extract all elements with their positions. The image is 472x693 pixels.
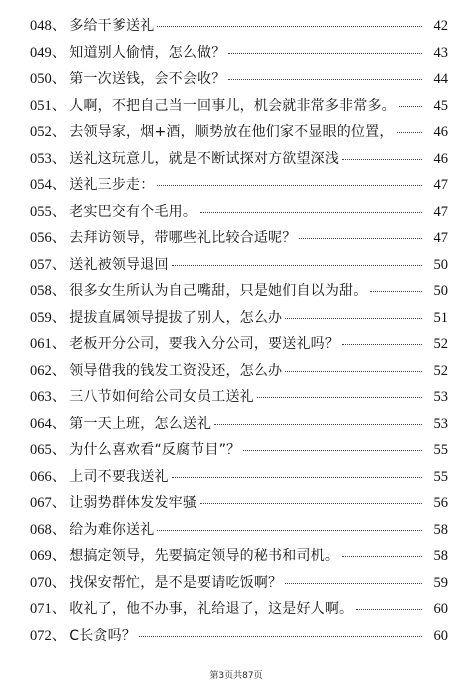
entry-page-number: 42 [433, 18, 448, 34]
toc-entry[interactable] [30, 543, 448, 570]
entry-separator: 、 [51, 256, 67, 273]
entry-number: 049 [30, 44, 52, 61]
dot-leader [157, 530, 422, 531]
dot-leader [342, 344, 422, 345]
entry-separator: 、 [51, 468, 67, 485]
toc-entry[interactable] [30, 93, 448, 120]
entry-separator: 、 [51, 389, 67, 405]
entry-page-number: 46 [433, 150, 448, 167]
entry-page-number: 51 [433, 309, 448, 326]
entry-page-number: 50 [433, 256, 448, 273]
entry-title: 上司不要我送礼 [69, 468, 169, 485]
entry-page-number: 45 [433, 97, 448, 114]
entry-title: 收礼了，他不办事，礼给退了，这是好人啊。 [69, 601, 354, 617]
entry-number: 052 [30, 124, 52, 140]
entry-page-number: 55 [433, 442, 448, 458]
dot-leader [200, 503, 422, 504]
toc-entry[interactable] [30, 13, 448, 40]
entry-separator: 、 [51, 627, 67, 644]
entry-title: 老板开分公司，要我入分公司，要送礼吗？ [69, 336, 340, 352]
entry-page-number: 59 [433, 574, 448, 591]
entry-number: 051 [30, 97, 52, 114]
entry-number: 070 [30, 574, 52, 591]
table-of-contents [30, 13, 448, 649]
entry-separator: 、 [51, 521, 67, 538]
dot-leader [257, 397, 422, 398]
toc-entry[interactable] [30, 40, 448, 67]
entry-title: 为什么喜欢看“反腐节目”？ [69, 442, 241, 458]
entry-page-number: 43 [433, 44, 448, 61]
entry-title: 去领导家，烟+酒，顺势放在他们家不显眼的位置， [69, 124, 394, 140]
entry-number: 072 [30, 627, 52, 644]
toc-entry[interactable] [30, 278, 448, 305]
entry-number: 058 [30, 283, 52, 299]
dot-leader [285, 318, 422, 319]
dot-leader [139, 636, 422, 637]
entry-title: 第一次送钱，会不会收？ [69, 71, 226, 87]
toc-entry[interactable] [30, 490, 448, 517]
toc-entry[interactable] [30, 464, 448, 491]
entry-separator: 、 [51, 230, 67, 246]
entry-separator: 、 [51, 177, 67, 193]
toc-entry[interactable] [30, 623, 448, 650]
toc-entry[interactable] [30, 146, 448, 173]
entry-page-number: 50 [433, 283, 448, 299]
dot-leader [172, 265, 422, 266]
entry-title: 领导借我的钱发工资没还，怎么办 [69, 362, 283, 379]
dot-leader [214, 424, 422, 425]
toc-entry[interactable] [30, 411, 448, 438]
entry-separator: 、 [51, 548, 67, 564]
entry-number: 064 [30, 415, 52, 432]
entry-number: 055 [30, 203, 52, 220]
entry-number: 068 [30, 521, 52, 538]
toc-entry[interactable] [30, 225, 448, 252]
entry-separator: 、 [51, 124, 67, 140]
entry-page-number: 55 [433, 468, 448, 485]
entry-page-number: 52 [433, 362, 448, 379]
dot-leader [228, 53, 422, 54]
entry-number: 059 [30, 309, 52, 326]
entry-separator: 、 [51, 415, 67, 432]
dot-leader [342, 159, 422, 160]
entry-number: 066 [30, 468, 52, 485]
entry-page-number: 46 [433, 124, 448, 140]
toc-entry[interactable] [30, 517, 448, 544]
entry-page-number: 58 [433, 548, 448, 564]
dot-leader [228, 79, 422, 80]
entry-page-number: 52 [433, 336, 448, 352]
entry-title: 提拔直属领导提拔了别人，怎么办 [69, 309, 283, 326]
entry-separator: 、 [51, 283, 67, 299]
entry-separator: 、 [51, 309, 67, 326]
dot-leader [356, 609, 422, 610]
toc-entry[interactable] [30, 331, 448, 358]
entry-separator: 、 [51, 44, 67, 61]
entry-separator: 、 [51, 97, 67, 114]
dot-leader [157, 185, 422, 186]
toc-entry[interactable] [30, 358, 448, 385]
entry-title: 三八节如何给公司女员工送礼 [69, 389, 254, 405]
toc-entry[interactable] [30, 199, 448, 226]
entry-separator: 、 [51, 362, 67, 379]
dot-leader [399, 106, 422, 107]
entry-page-number: 44 [433, 71, 448, 87]
toc-entry[interactable] [30, 305, 448, 332]
entry-separator: 、 [51, 495, 67, 511]
page-footer: 第3页共87页 [209, 671, 263, 681]
entry-title: 知道别人偷情，怎么做？ [69, 44, 226, 61]
toc-entry[interactable] [30, 570, 448, 597]
entry-separator: 、 [51, 574, 67, 591]
entry-title: C长贪吗？ [69, 627, 137, 644]
dot-leader [342, 556, 422, 557]
entry-separator: 、 [51, 203, 67, 220]
entry-title: 给为难你送礼 [69, 521, 155, 538]
entry-title: 第一天上班，怎么送礼 [69, 415, 212, 432]
entry-page-number: 47 [433, 203, 448, 220]
entry-number: 069 [30, 548, 52, 564]
entry-separator: 、 [51, 150, 67, 167]
dot-leader [285, 371, 422, 372]
entry-title: 想搞定领导，先要搞定领导的秘书和司机。 [69, 548, 340, 564]
entry-title: 找保安帮忙，是不是要请吃饭啊？ [69, 574, 283, 591]
entry-separator: 、 [51, 601, 67, 617]
entry-number: 065 [30, 442, 52, 458]
entry-number: 062 [30, 362, 52, 379]
toc-entry[interactable] [30, 596, 448, 623]
entry-title: 多给干爹送礼 [69, 18, 155, 34]
entry-number: 053 [30, 150, 52, 167]
entry-page-number: 60 [433, 627, 448, 644]
entry-page-number: 58 [433, 521, 448, 538]
entry-number: 048 [30, 18, 52, 34]
entry-number: 061 [30, 336, 52, 352]
entry-number: 050 [30, 71, 52, 87]
entry-number: 071 [30, 601, 52, 617]
toc-entry[interactable] [30, 384, 448, 411]
entry-title: 人啊，不把自己当一回事儿，机会就非常多非常多。 [69, 97, 396, 114]
entry-number: 063 [30, 389, 52, 405]
toc-entry[interactable] [30, 119, 448, 146]
entry-separator: 、 [51, 442, 67, 458]
entry-page-number: 60 [433, 601, 448, 617]
toc-entry[interactable] [30, 252, 448, 279]
entry-number: 057 [30, 256, 52, 273]
entry-separator: 、 [51, 18, 67, 34]
entry-title: 老实巴交有个毛用。 [69, 203, 198, 220]
dot-leader [285, 583, 422, 584]
toc-entry[interactable] [30, 66, 448, 93]
entry-title: 很多女生所认为自己嘴甜，只是她们自以为甜。 [69, 283, 368, 299]
entry-number: 054 [30, 177, 52, 193]
entry-separator: 、 [51, 336, 67, 352]
entry-title: 送礼被领导退回 [69, 256, 169, 273]
toc-entry[interactable] [30, 172, 448, 199]
dot-leader [200, 212, 422, 213]
toc-entry[interactable] [30, 437, 448, 464]
entry-page-number: 47 [433, 230, 448, 246]
entry-page-number: 56 [433, 495, 448, 511]
entry-title: 去拜访领导，带哪些礼比较合适呢？ [69, 230, 297, 246]
entry-page-number: 47 [433, 177, 448, 193]
entry-title: 送礼这玩意儿，就是不断试探对方欲望深浅 [69, 150, 340, 167]
dot-leader [243, 450, 422, 451]
entry-page-number: 53 [433, 415, 448, 432]
dot-leader [299, 238, 422, 239]
entry-title: 让弱势群体发发牢骚 [69, 495, 198, 511]
entry-separator: 、 [51, 71, 67, 87]
dot-leader [370, 291, 422, 292]
entry-number: 067 [30, 495, 52, 511]
entry-title: 送礼三步走： [69, 177, 155, 193]
dot-leader [157, 26, 422, 27]
dot-leader [397, 132, 422, 133]
entry-page-number: 53 [433, 389, 448, 405]
entry-number: 056 [30, 230, 52, 246]
dot-leader [172, 477, 422, 478]
